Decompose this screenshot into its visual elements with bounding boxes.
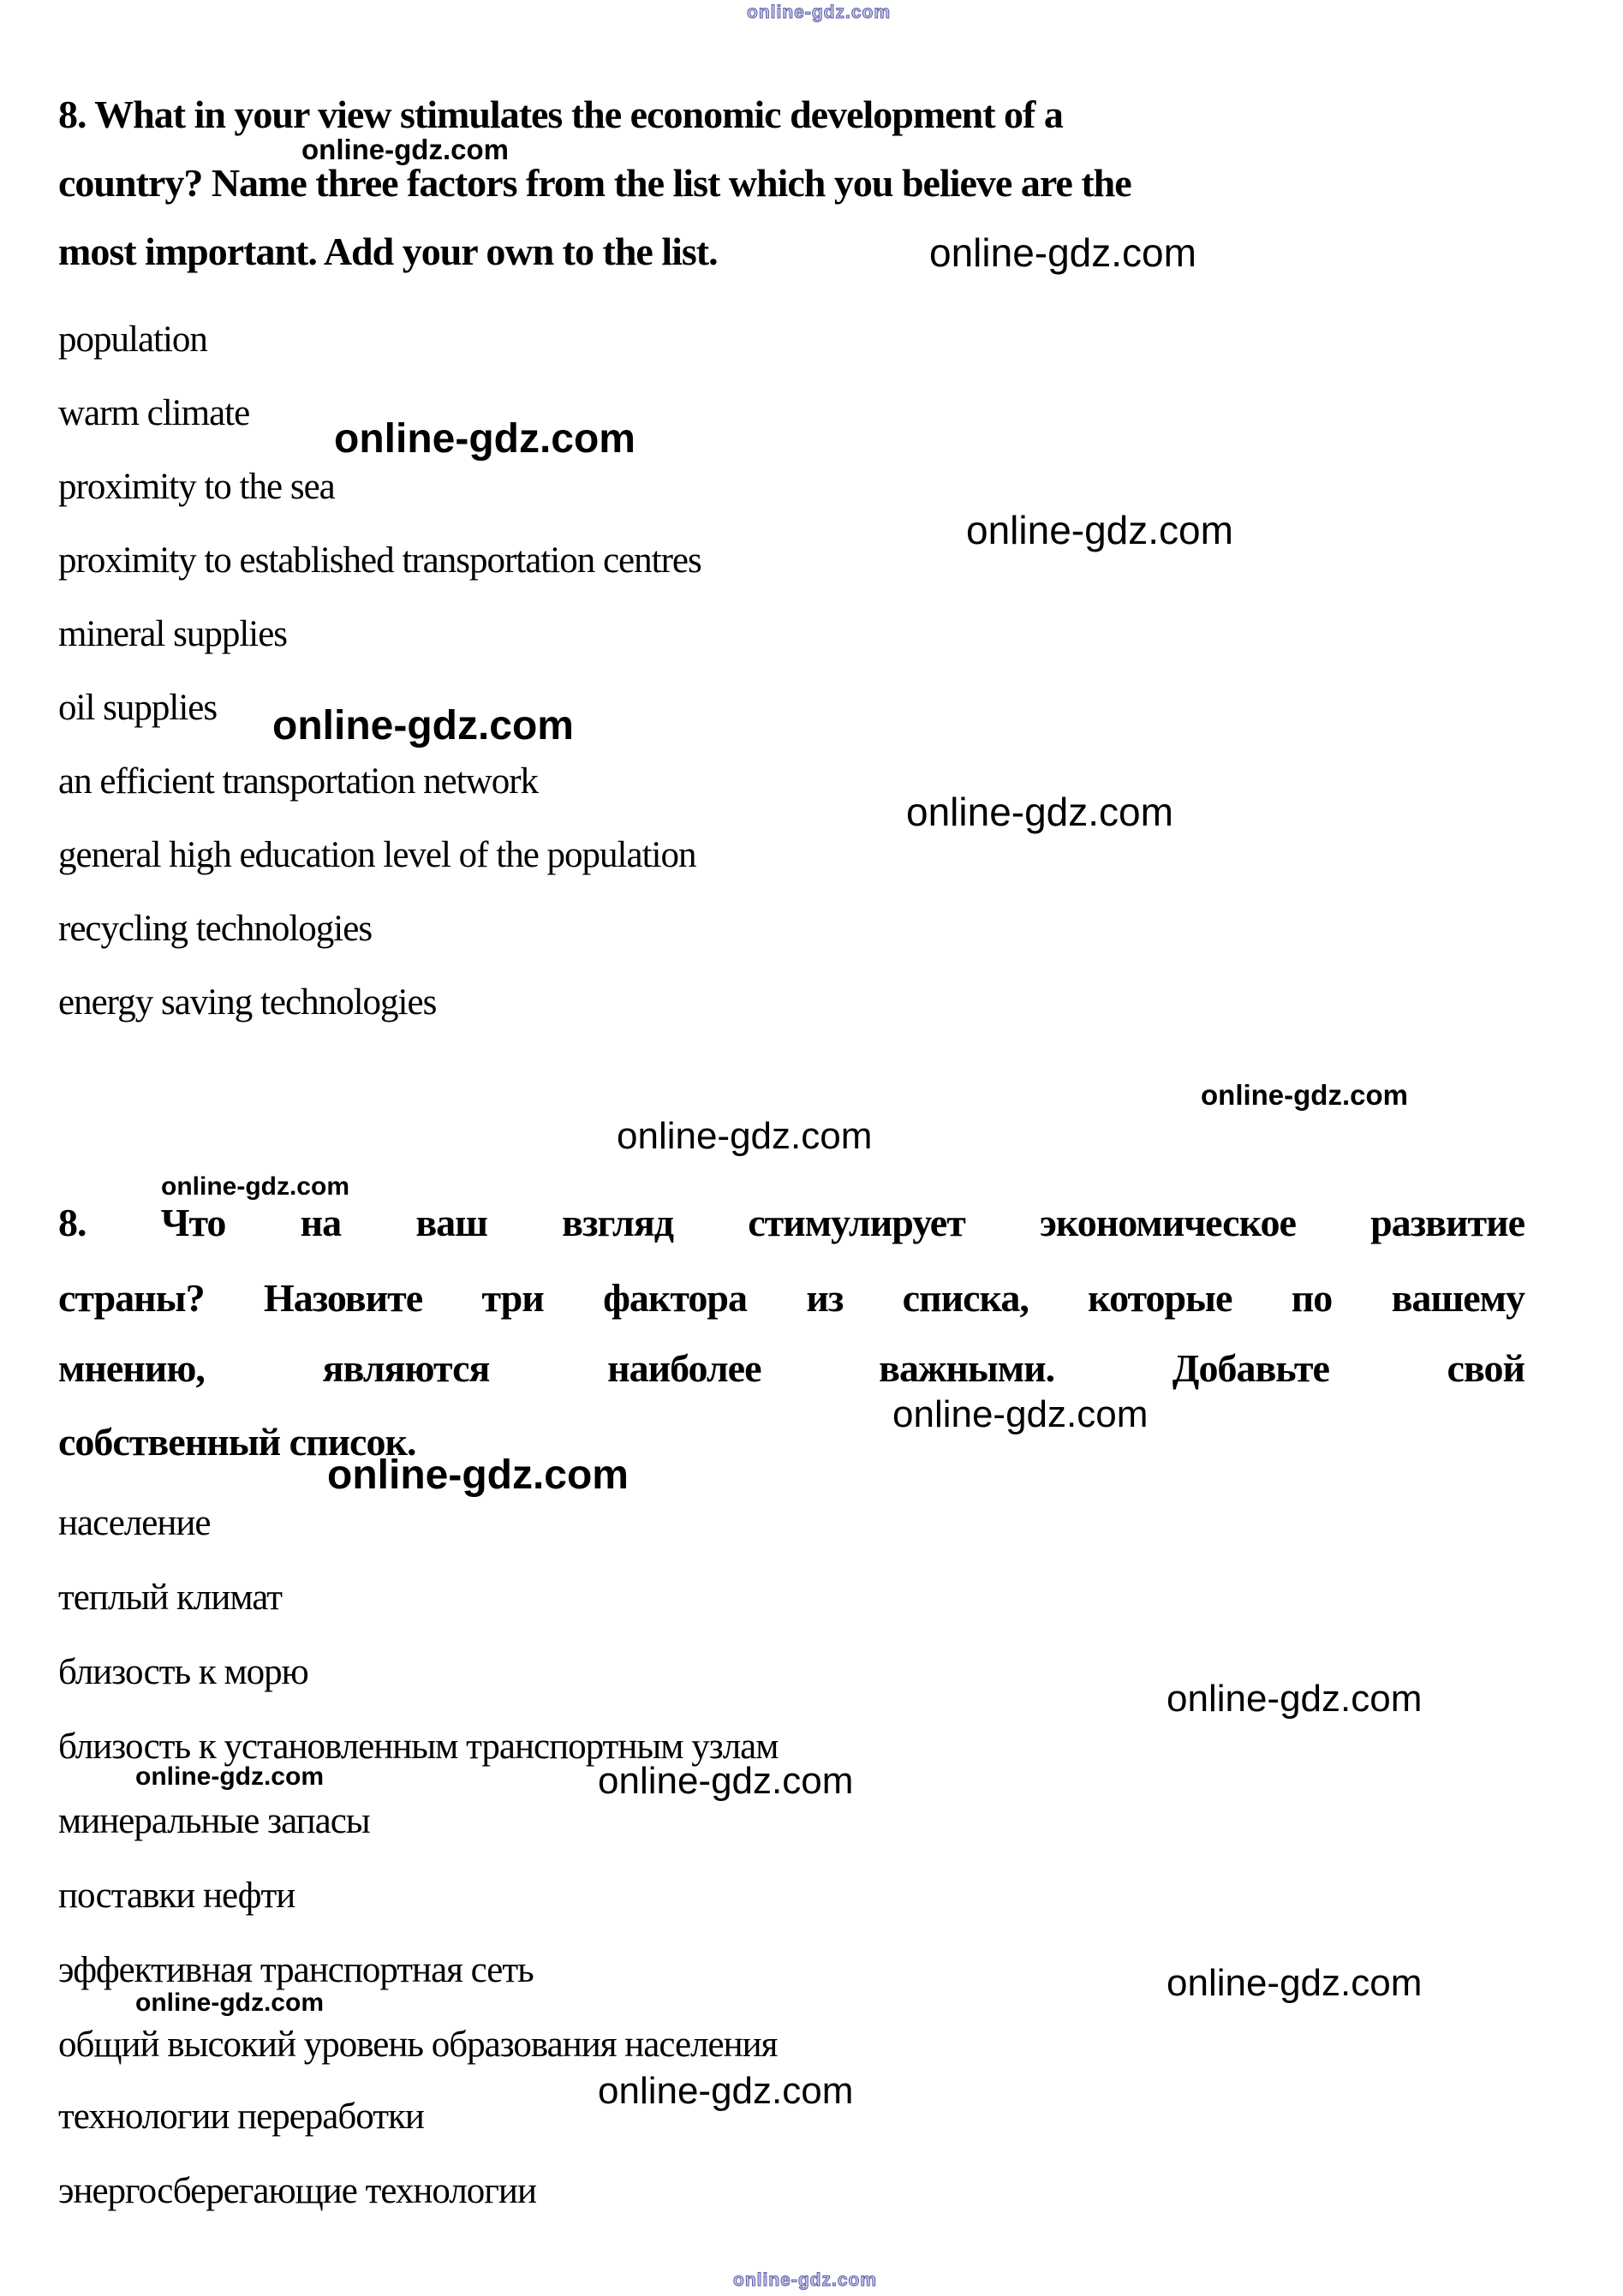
list-item: поставки нефти [58, 1876, 295, 1916]
watermark-online-gdz: online-gdz.com [929, 230, 1196, 275]
watermark-online-gdz: online-gdz.com [906, 790, 1173, 834]
heading-ru-line: мнению, являются наиболее важными. Добавьте свой [58, 1346, 1525, 1390]
watermark-online-gdz: online-gdz.com [1167, 1962, 1423, 2004]
watermark-online-gdz: online-gdz.com [135, 1989, 324, 2017]
watermark-online-gdz: online-gdz.com [334, 416, 635, 462]
list-item: теплый климат [58, 1577, 283, 1618]
watermark-online-gdz: online-gdz.com [161, 1172, 349, 1201]
watermark-online-gdz: online-gdz.com [598, 2070, 854, 2112]
heading-en-line: most important. Add your own to the list. [58, 230, 718, 273]
watermark-online-gdz: online-gdz.com [598, 1760, 854, 1802]
heading-ru-line: 8. Что на ваш взгляд стимулирует экономическое развитие [58, 1201, 1525, 1244]
list-item: general high education level of the population [58, 835, 696, 875]
heading-en-line: country? Name three factors from the list which you believe are the [58, 161, 1131, 205]
list-item: общий высокий уровень образования населения [58, 2025, 778, 2065]
list-item: технологии переработки [58, 2096, 424, 2137]
list-item: энергосберегающие технологии [58, 2171, 536, 2211]
list-item: warm climate [58, 393, 250, 433]
list-item: население [58, 1503, 211, 1543]
watermark-online-gdz: online-gdz.com [733, 2270, 877, 2290]
list-item: recycling technologies [58, 909, 373, 949]
list-item: mineral supplies [58, 614, 288, 654]
list-item: an efficient transportation network [58, 761, 539, 802]
list-item: близость к морю [58, 1652, 308, 1692]
list-item: population [58, 319, 207, 360]
list-item: oil supplies [58, 688, 218, 728]
list-item: proximity to established transportation centres [58, 540, 701, 581]
list-item: energy saving technologies [58, 982, 437, 1023]
list-item: минеральные запасы [58, 1801, 370, 1841]
watermark-online-gdz: online-gdz.com [617, 1115, 873, 1157]
watermark-online-gdz: online-gdz.com [747, 3, 891, 22]
list-item: эффективная транспортная сеть [58, 1950, 534, 1990]
heading-en-line: 8. What in your view stimulates the economic development of a [58, 92, 1063, 136]
heading-ru-line: страны? Назовите три фактора из списка, которые по вашему [58, 1276, 1525, 1320]
watermark-online-gdz: online-gdz.com [135, 1762, 324, 1791]
watermark-online-gdz: online-gdz.com [1167, 1678, 1423, 1720]
watermark-online-gdz: online-gdz.com [301, 134, 509, 165]
watermark-online-gdz: online-gdz.com [966, 508, 1233, 552]
watermark-online-gdz: online-gdz.com [892, 1393, 1149, 1435]
watermark-online-gdz: online-gdz.com [272, 703, 574, 748]
watermark-online-gdz: online-gdz.com [327, 1452, 629, 1498]
list-item: близость к установленным транспортным узлам [58, 1726, 779, 1767]
watermark-online-gdz: online-gdz.com [1201, 1079, 1408, 1111]
heading-ru-line: собственный список. [58, 1420, 416, 1464]
list-item: proximity to the sea [58, 467, 335, 507]
